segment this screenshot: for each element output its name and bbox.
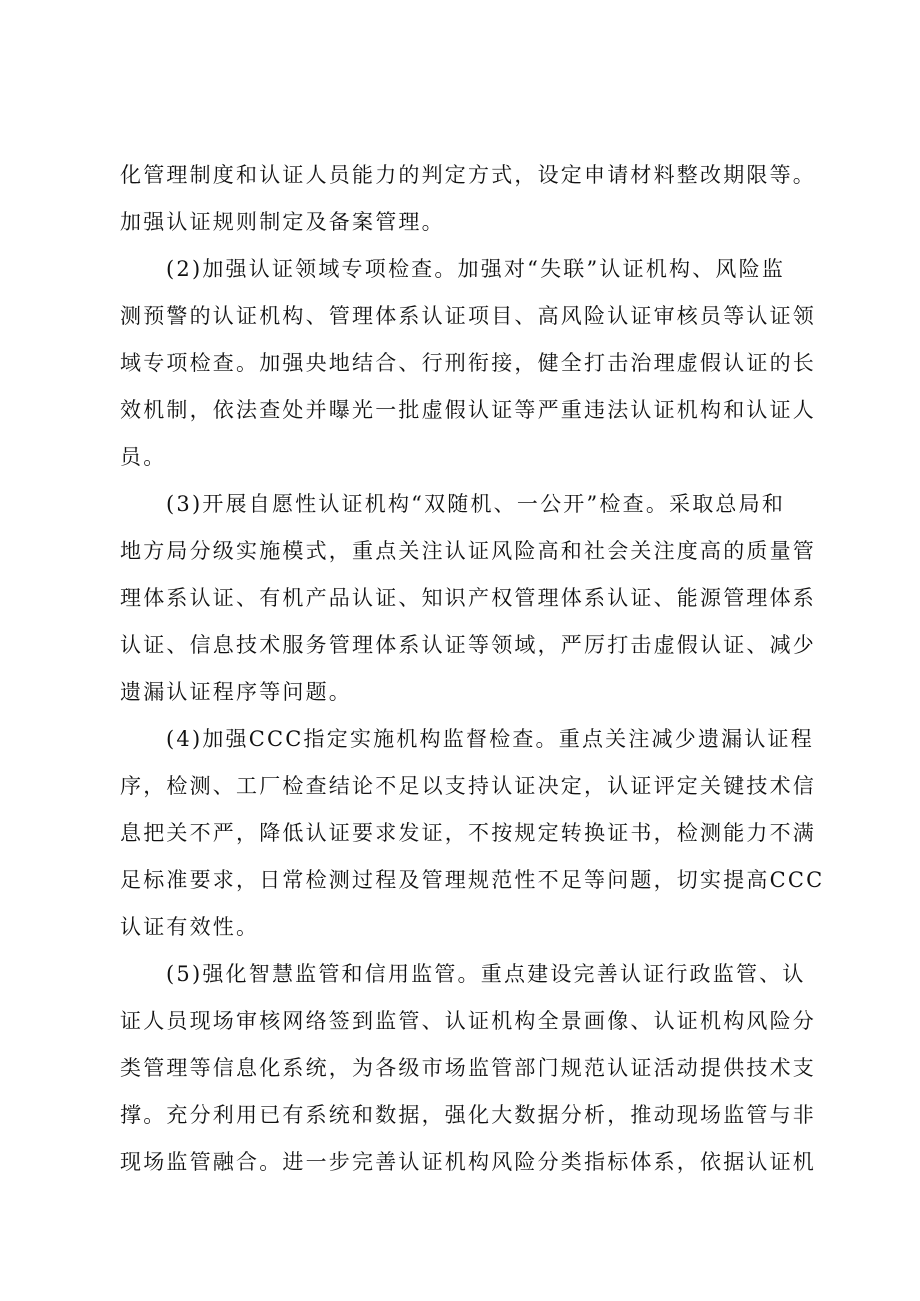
- text-line: 化管理制度和认证人员能力的判定方式，设定申请材料整改期限等。: [120, 163, 816, 187]
- text-line: 序，检测、工厂检查结论不足以支持认证决定，认证评定关键技术信: [120, 774, 816, 798]
- paragraph-item-2: [120, 246, 816, 481]
- text-line: 地方局分级实施模式，重点关注认证风险高和社会关注度高的质量管: [120, 539, 816, 563]
- text-line: (4)加强CCC指定实施机构监督检查。重点关注减少遗漏认证程: [166, 727, 814, 751]
- paragraph-item-3: [120, 481, 816, 716]
- text-line: (3)开展自愿性认证机构“双随机、一公开”检查。采取总局和: [166, 492, 786, 516]
- paragraph-item-4: [120, 716, 825, 951]
- text-line: 认证有效性。: [120, 915, 260, 939]
- text-line: (5)强化智慧监管和信用监管。重点建设完善认证行政监管、认: [166, 962, 806, 986]
- text-line: 足标准要求，日常检测过程及管理规范性不足等问题，切实提高CCC: [120, 868, 825, 892]
- text-line: 测预警的认证机构、管理体系认证项目、高风险认证审核员等认证领: [120, 304, 816, 328]
- text-line: (2)加强认证领域专项检查。加强对“失联”认证机构、风险监: [166, 257, 786, 281]
- document-body: [120, 152, 825, 1186]
- text-line: 证人员现场审核网络签到监管、认证机构全景画像、认证机构风险分: [120, 1009, 816, 1033]
- text-line: 认证、信息技术服务管理体系认证等领域，严厉打击虚假认证、减少: [120, 633, 816, 657]
- text-line: 撑。充分利用已有系统和数据，强化大数据分析，推动现场监管与非: [120, 1103, 816, 1127]
- text-line: 域专项检查。加强央地结合、行刑衔接，健全打击治理虚假认证的长: [120, 351, 816, 375]
- text-line: 遗漏认证程序等问题。: [120, 680, 352, 704]
- text-line: 效机制，依法查处并曝光一批虚假认证等严重违法认证机构和认证人: [120, 398, 816, 422]
- text-line: 息把关不严，降低认证要求发证，不按规定转换证书，检测能力不满: [120, 821, 816, 845]
- paragraph-item-5: [120, 951, 816, 1186]
- text-line: 现场监管融合。进一步完善认证机构风险分类指标体系，依据认证机: [120, 1150, 816, 1174]
- text-line: 员。: [120, 445, 167, 469]
- paragraph-continuation: [120, 152, 816, 246]
- text-line: 加强认证规则制定及备案管理。: [120, 210, 445, 234]
- text-line: 类管理等信息化系统，为各级市场监管部门规范认证活动提供技术支: [120, 1056, 816, 1080]
- text-line: 理体系认证、有机产品认证、知识产权管理体系认证、能源管理体系: [120, 586, 816, 610]
